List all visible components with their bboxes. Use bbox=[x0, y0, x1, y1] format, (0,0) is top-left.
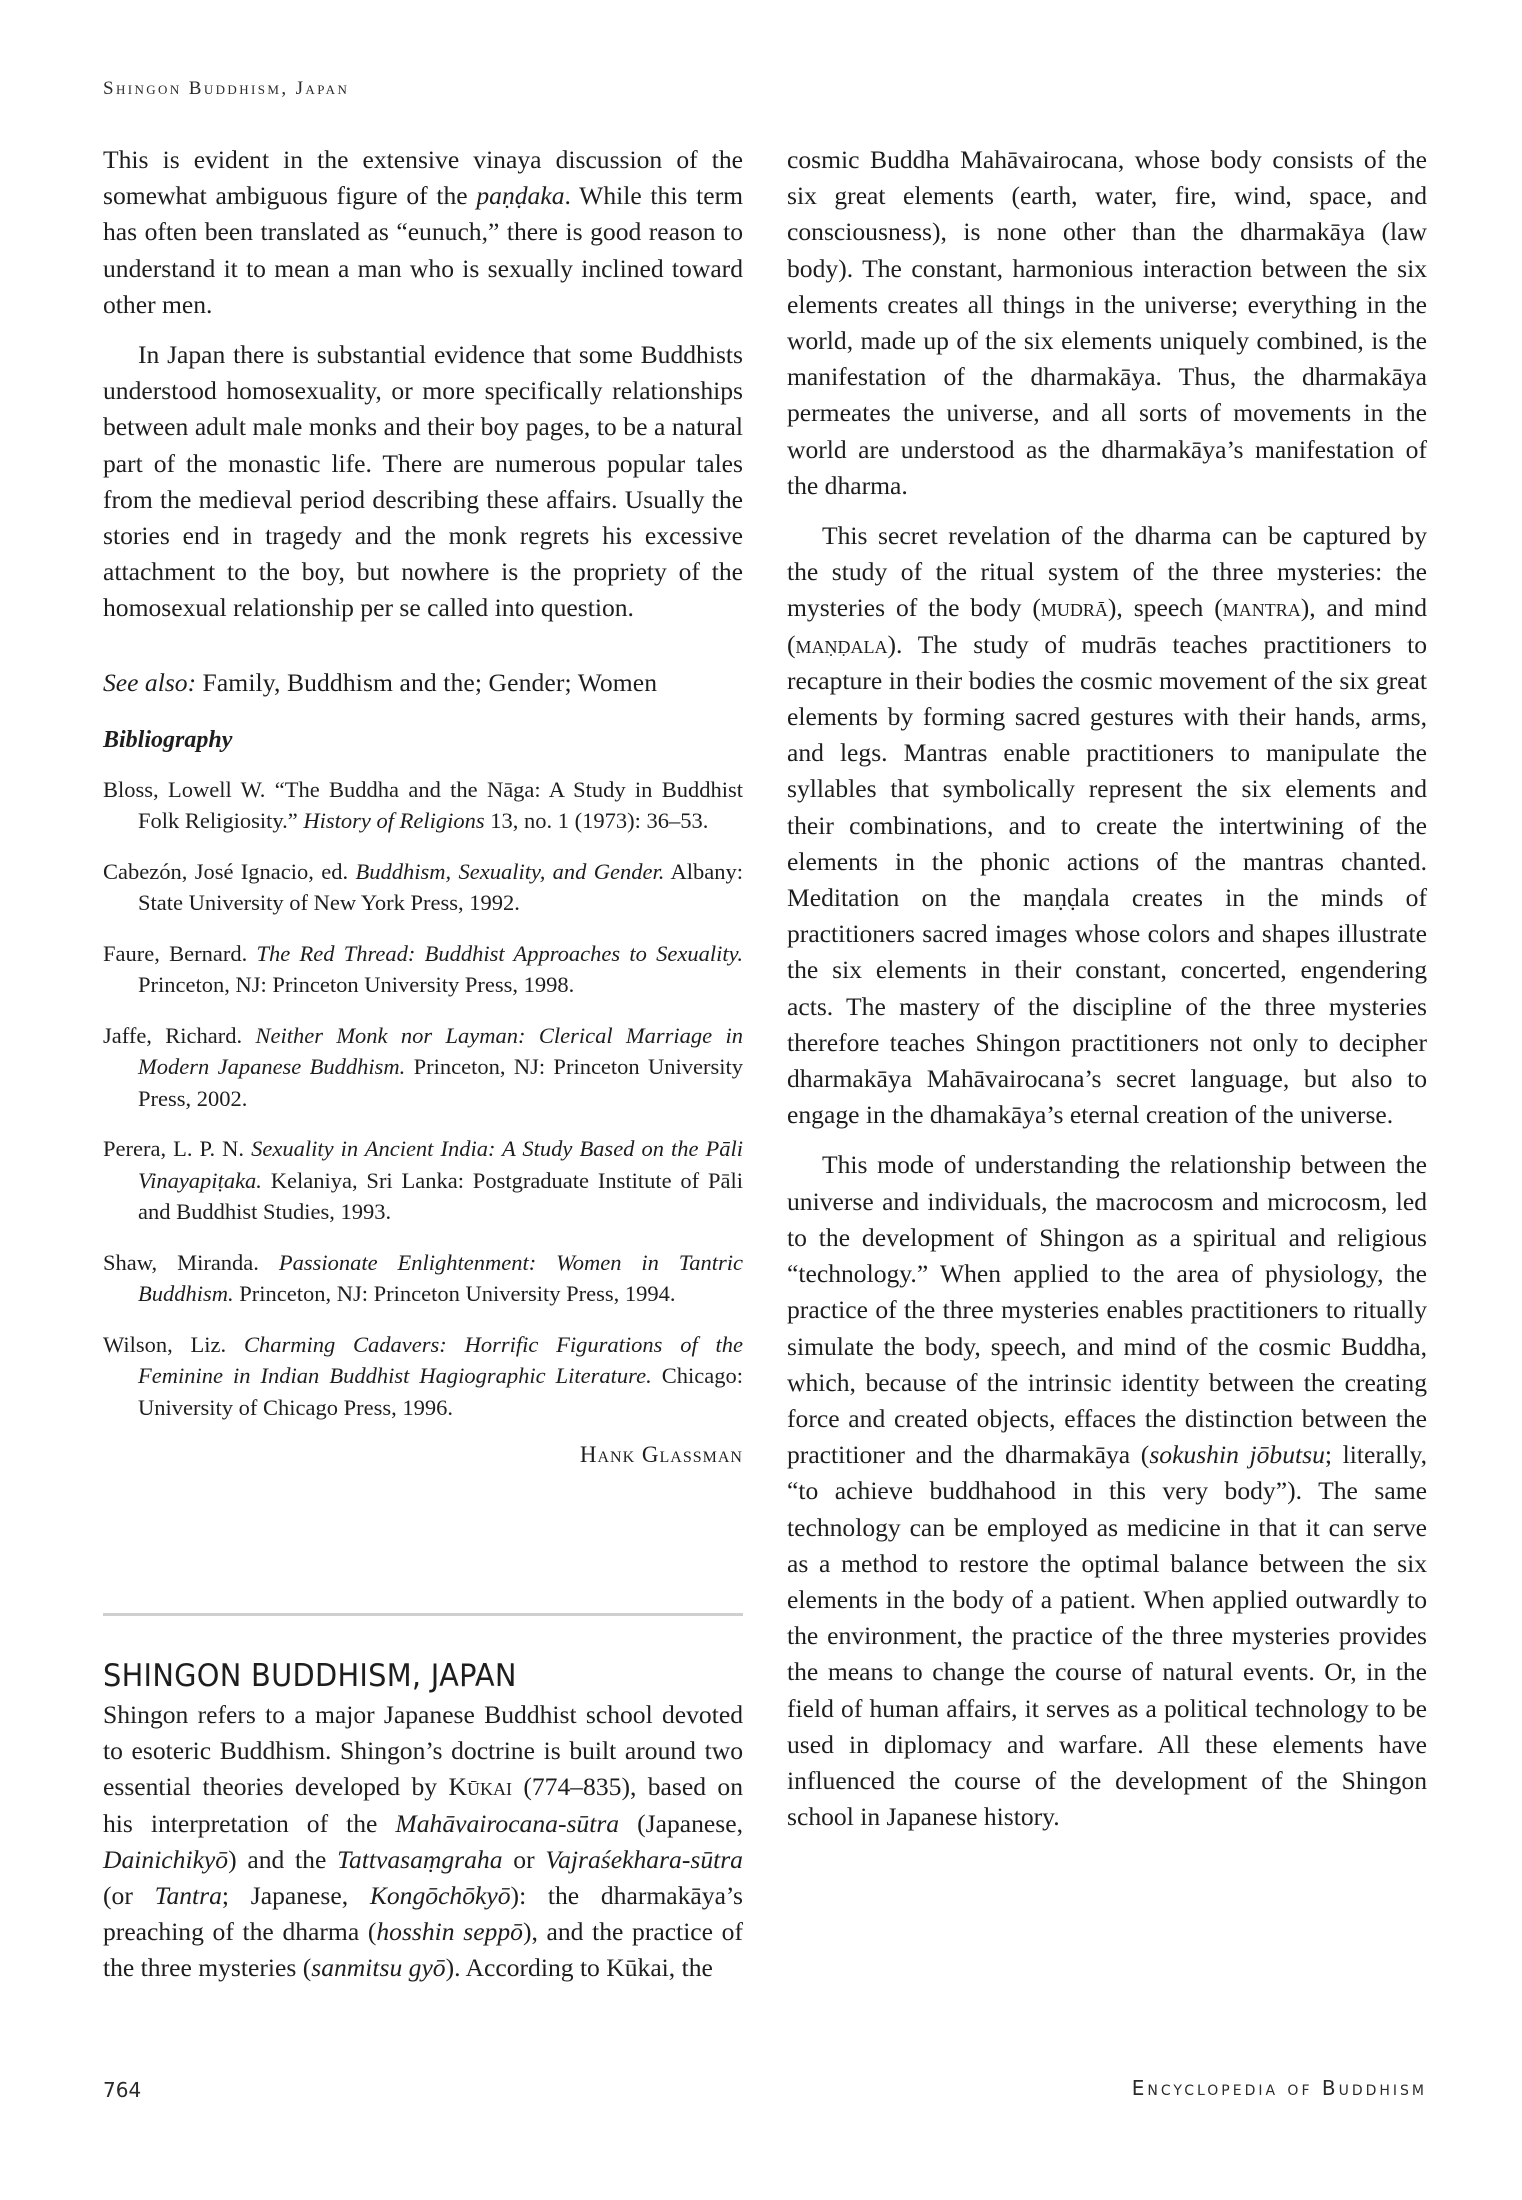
bib-publication: Kelaniya, Sri Lanka: Postgraduate Institute of Pāli and Buddhist Studies, 1993. bbox=[138, 1167, 743, 1225]
bib-author: Faure, Bernard. bbox=[103, 940, 257, 966]
cross-reference-mandala[interactable]: maṇḍala bbox=[795, 629, 888, 659]
bibliography-entry bbox=[103, 1133, 743, 1228]
entry-body bbox=[103, 1697, 743, 2001]
bib-author: Wilson, Liz. bbox=[103, 1331, 244, 1357]
bibliography-list bbox=[103, 774, 743, 1424]
cross-reference-kukai[interactable]: Kūkai bbox=[448, 1772, 512, 1802]
text-run: ) and the bbox=[228, 1844, 338, 1874]
running-head: Shingon Buddhism, Japan bbox=[103, 78, 350, 99]
see-also-links[interactable]: Family, Buddhism and the; Gender; Women bbox=[202, 667, 658, 697]
bib-publication: 13, no. 1 (1973): 36–53. bbox=[484, 808, 709, 834]
bib-title: The Red Thread: Buddhist Approaches to Sexuality. bbox=[256, 940, 743, 966]
text-run: ), and mind ( bbox=[787, 593, 1427, 659]
text-run: ). The study of mudrās teaches practitioners to recapture in their bodies the cosmic movement of the six great elements by forming sacred gestures with their hands, arms, and legs. Mantras enable practitioners to manipulate the syllables that symbolically represent the six elements and their combinations, and to create the intertwining of the elements in the phonic actions of the mantras chanted. Meditation on the maṇḍala creates in the minds of practitioners sacred images whose colors and shapes illustrate the six elements in their constant, concerted, engendering acts. The mastery of the discipline of the three mysteries therefore teaches Shingon practitioners not only to decipher dharmakāya Mahāvairocana’s secret language, but also to engage in the dhamakāya’s eternal creation of the universe. bbox=[787, 629, 1427, 1130]
text-run: ; Japanese, bbox=[221, 1881, 370, 1911]
text-run: . While this term has often been translated as “eunuch,” there is good reason to understand it to mean a man who is sexually inclined toward other men. bbox=[103, 181, 743, 319]
italic-term: hosshin seppō bbox=[376, 1917, 523, 1947]
right-column bbox=[787, 142, 1427, 1849]
italic-term: paṇḍaka bbox=[476, 181, 565, 211]
bib-title: History of Religions bbox=[303, 808, 485, 834]
text-run: This is evident in the extensive vinaya discussion of the somewhat ambiguous figure of the bbox=[103, 145, 743, 211]
text-run: ; literally, “to achieve buddhahood in this very body”). The same technology can be employed as medicine in that it can serve as a method to restore the optimal balance between the six elements in the body of a patient. When applied outwardly to the environment, the practice of the three mysteries provides the means to change the course of natural events. Or, in the field of human affairs, it serves as a political technology to be used in diplomacy and warfare. All these elements have influenced the course of the development of the Shingon school in Japanese history. bbox=[787, 1440, 1427, 1832]
book-title: Encyclopedia of Buddhism bbox=[1131, 2076, 1427, 2100]
bibliography-entry bbox=[103, 856, 743, 919]
bib-title: Sexuality in Ancient India: A Study Based on the Pāli Vinayapiṭaka. bbox=[138, 1136, 743, 1193]
bib-title: Neither Monk nor Layman: Clerical Marriage in Modern Japanese Buddhism. bbox=[138, 1022, 743, 1080]
bib-publication: Albany: State University of New York Press, 1992. bbox=[138, 858, 743, 916]
paragraph bbox=[787, 518, 1427, 1133]
page-number: 764 bbox=[103, 2078, 142, 2102]
section-divider bbox=[103, 1613, 743, 1616]
bib-author: Cabezón, José Ignacio, ed. bbox=[103, 858, 356, 884]
bib-publication: Chicago: University of Chicago Press, 1996. bbox=[138, 1363, 743, 1420]
author-signature: Hank Glassman bbox=[579, 1442, 743, 1468]
bibliography-entry bbox=[103, 1329, 743, 1424]
text-run: (Japanese, bbox=[619, 1808, 743, 1838]
italic-term: sokushin jōbutsu bbox=[1149, 1440, 1325, 1470]
bib-author: Jaffe, Richard. bbox=[103, 1022, 256, 1048]
bibliography-entry bbox=[103, 938, 743, 1001]
italic-term: Kongōchōkyō bbox=[369, 1881, 511, 1911]
bibliography-heading: Bibliography bbox=[103, 726, 233, 753]
italic-term: Dainichikyō bbox=[103, 1844, 229, 1874]
italic-term: Mahāvairocana-sūtra bbox=[395, 1808, 620, 1838]
text-run: ), speech ( bbox=[1107, 593, 1223, 623]
entry-title: SHINGON BUDDHISM, JAPAN bbox=[103, 1657, 517, 1694]
left-column bbox=[103, 142, 743, 1468]
text-run: or bbox=[502, 1844, 546, 1874]
bib-publication: Princeton, NJ: Princeton University Press, 1998. bbox=[138, 972, 575, 998]
paragraph bbox=[103, 1697, 743, 1987]
bib-title: Buddhism, Sexuality, and Gender. bbox=[355, 858, 665, 884]
text-run: (or bbox=[103, 1881, 155, 1911]
bib-author: Bloss, Lowell W. “The Buddha and the Nāga: A Study in Buddhist Folk Religiosity.” bbox=[103, 776, 743, 834]
text-run: Shingon refers to a major Japanese Buddhist school devoted to esoteric Buddhism. Shingon’s doctrine is built around two essential theories developed by bbox=[103, 1700, 743, 1802]
paragraph: In Japan there is substantial evidence that some Buddhists understood homosexuality, or more specifically relationships between adult male monks and their boy pages, to be a natural part of the monastic life. There are numerous popular tales from the medieval period describing these affairs. Usually the stories end in tragedy and the monk regrets his excessive attachment to the boy, but nowhere is the propriety of the homosexual relationship per se called into question. bbox=[103, 340, 743, 623]
bibliography-entry bbox=[103, 1020, 743, 1115]
bib-publication: Princeton, NJ: Princeton University Press, 1994. bbox=[233, 1281, 676, 1307]
see-also bbox=[103, 665, 743, 701]
bibliography-entry bbox=[103, 1247, 743, 1310]
bib-author: Perera, L. P. N. bbox=[103, 1136, 252, 1162]
paragraph bbox=[103, 142, 743, 323]
bib-author: Shaw, Miranda. bbox=[103, 1249, 279, 1275]
text-run: ): the dharmakāya’s preaching of the dharma ( bbox=[103, 1881, 743, 1947]
cross-reference-mudra[interactable]: mudrā bbox=[1040, 593, 1108, 623]
bib-publication: Princeton, NJ: Princeton University Press, 2002. bbox=[138, 1054, 743, 1111]
italic-term: Vajraśekhara-sūtra bbox=[545, 1844, 743, 1874]
italic-term: Tattvasaṃgraha bbox=[337, 1844, 503, 1874]
bib-title: Passionate Enlightenment: Women in Tantric Buddhism. bbox=[138, 1249, 743, 1307]
cross-reference-mantra[interactable]: mantra bbox=[1222, 593, 1301, 623]
bib-title: Charming Cadavers: Horrific Figurations of the Feminine in Indian Buddhist Hagiographic Literature. bbox=[138, 1331, 744, 1389]
text-run: This secret revelation of the dharma can be captured by the study of the ritual system of the three mysteries: the mysteries of the body ( bbox=[787, 521, 1427, 623]
text-run: ), and the practice of the three mysteries ( bbox=[103, 1917, 743, 1983]
paragraph bbox=[787, 1147, 1427, 1835]
text-run: This mode of understanding the relationship between the universe and individuals, the macrocosm and microcosm, led to the development of Shingon as a spiritual and religious “technology.” When applied to the area of physiology, the practice of the three mysteries enables practitioners to ritually simulate the body, speech, and mind of the cosmic Buddha, which, because of the intrinsic identity between the creating force and created objects, effaces the distinction between the practitioner and the dharmakāya ( bbox=[787, 1150, 1427, 1470]
text-run: ). According to Kūkai, the bbox=[445, 1953, 713, 1983]
see-also-label: See also: bbox=[103, 667, 197, 697]
paragraph: cosmic Buddha Mahāvairocana, whose body consists of the six great elements (earth, water, fire, wind, space, and consciousness), is none other than the dharmakāya (law body). The constant, harmonious interaction between the six elements creates all things in the universe; everything in the world, made up of the six elements uniquely combined, is the manifestation of the dharmakāya. Thus, the dharmakāya permeates the universe, and all sorts of movements in the world are understood as the dharmakāya’s manifestation of the dharma. bbox=[787, 145, 1427, 500]
italic-term: sanmitsu gyō bbox=[311, 1953, 446, 1983]
bibliography-entry bbox=[103, 774, 743, 837]
italic-term: Tantra bbox=[154, 1881, 222, 1911]
text-run: (774–835), based on his interpretation of the bbox=[103, 1772, 743, 1838]
